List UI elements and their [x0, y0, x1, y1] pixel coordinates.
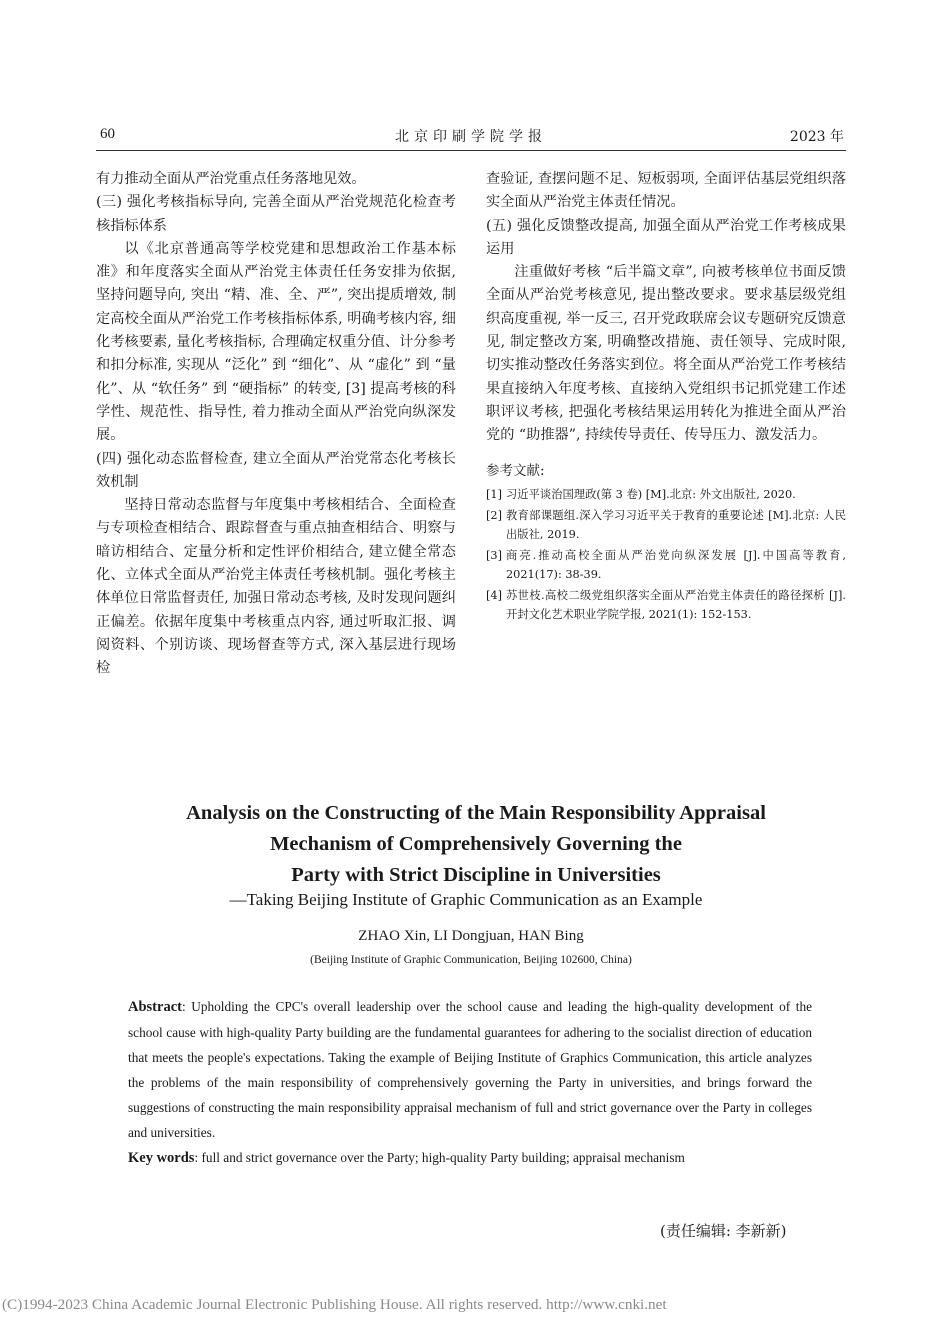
section-heading-5: (五) 强化反馈整改提高, 加强全面从严治党工作考核成果运用: [486, 217, 846, 257]
english-title-line: Analysis on the Constructing of the Main Responsibility Appraisal: [186, 802, 766, 824]
reference-number: [1]: [486, 487, 503, 501]
english-subtitle: —Taking Beijing Institute of Graphic Communication as an Example: [229, 890, 703, 909]
paragraph-continued: 有力推动全面从严治党重点任务落地见效。: [96, 171, 366, 187]
running-header: [96, 126, 846, 152]
reference-item: [486, 506, 846, 544]
abstract-label: Abstract: [128, 999, 182, 1015]
section-heading-3: (三) 强化考核指标导向, 完善全面从严治党规范化检查考核指标体系: [96, 194, 456, 234]
reference-item: [486, 546, 846, 584]
english-title-line: Party with Strict Discipline in Universities: [291, 864, 661, 886]
copyright-watermark: (C)1994-2023 China Academic Journal Electronic Publishing House. All rights reserved. http://www.cnki.net: [2, 1296, 667, 1313]
section-heading-4: (四) 强化动态监督检查, 建立全面从严治党常态化考核长效机制: [96, 450, 456, 490]
reference-text: 习近平谈治国理政(第 3 卷) [M].北京: 外文出版社, 2020.: [506, 487, 796, 501]
keywords-text: full and strict governance over the Party; high-quality Party building; appraisal mechanism: [201, 1150, 685, 1165]
reference-item: [486, 586, 846, 624]
paragraph-continued: 查验证, 查摆问题不足、短板弱项, 全面评估基层党组织落实全面从严治党主体责任情况。: [486, 171, 846, 211]
abstract-text: Upholding the CPC's overall leadership over the school cause and leading the high-quality development of the school cause with high-quality Party building are the fundamental guarantees for adhering to the socialist direction of education that meets the people's expectations. Taking the example of Beijing Institute of Graphics Communication, this article analyzes the problems of the main responsibility of comprehensively governing the Party in universities, and brings forward the suggestions of constructing the main responsibility appraisal mechanism of full and strict governance over the Party in colleges and universities.: [128, 999, 812, 1140]
english-title-line: Mechanism of Comprehensively Governing the: [270, 833, 682, 855]
paragraph: 坚持日常动态监督与年度集中考核相结合、全面检查与专项检查相结合、跟踪督查与重点抽查相结合、明察与暗访相结合、定量分析和定性评价相结合, 建立健全常态化、立体式全面从严治党主体责任考核机制。强化考核主体单位日常监督责任, 加强日常动态考核, 及时发现问题纠正偏差。依据年度集中考核重点内容, 通过听取汇报、调阅资料、个别访谈、现场督查等方式, 深入基层进行现场检: [96, 497, 456, 677]
keywords-paragraph: Key words: full and strict governance over the Party; high-quality Party building; appraisal mechanism: [128, 1150, 685, 1166]
paragraph: 注重做好考核 “后半篇文章”, 向被考核单位书面反馈全面从严治党考核意见, 提出整改要求。要求基层级党组织高度重视, 举一反三, 召开党政联席会议专题研究反馈意见, 制定整改方案, 明确整改措施、责任领导、完成时限, 切实推动整改任务落实到位。将全面从严治党工作考核结果直接纳入年度考核、直接纳入党组织书记抓党建工作述职评议考核, 把强化考核结果运用转化为推进全面从严治党的 “助推器”, 持续传导责任、传导压力、激发活力。: [486, 264, 846, 444]
abstract-paragraph: Abstract: Upholding the CPC's overall leadership over the school cause and leading the high-quality development of the school cause with high-quality Party building are the fundamental guarantees for adhering to the socialist direction of education that meets the people's expectations. Taking the example of Beijing Institute of Graphics Communication, this article analyzes the problems of the main responsibility of comprehensively governing the Party in universities, and brings forward the suggestions of constructing the main responsibility appraisal mechanism of full and strict governance over the Party in colleges and universities.: [128, 999, 812, 1140]
reference-item: [486, 485, 846, 504]
paragraph: 以《北京普通高等学校党建和思想政治工作基本标准》和年度落实全面从严治党主体责任任务安排为依据, 坚持问题导向, 突出 “精、准、全、严”, 突出提质增效, 制定高校全面从严治党工作考核指标体系, 明确考核内容, 细化考核要素, 量化考核指标, 合理确定权重分值、计分参考和扣分标准, 实现从 “泛化” 到 “细化”、从 “虚化” 到 “量化”、从 “软任务” 到 “硬指标” 的转变, [3] 提高考核的科学性、规范性、指导性, 着力推动全面从严治党向纵深发展。: [96, 240, 456, 444]
english-abstract: [128, 994, 812, 1171]
keywords-label: Key words: [128, 1150, 195, 1166]
editor-note: (责任编辑: 李新新): [660, 1222, 787, 1240]
english-authors: ZHAO Xin, LI Dongjuan, HAN Bing: [358, 928, 584, 944]
reference-text: 教育部课题组.深入学习习近平关于教育的重要论述 [M].北京: 人民出版社, 2019.: [506, 508, 846, 541]
english-title: [96, 798, 856, 891]
header-rule: [96, 150, 846, 151]
reference-text: 苏世枝.高校二级党组织落实全面从严治党主体责任的路径探析 [J].开封文化艺术职业学院学报, 2021(1): 152-153.: [506, 588, 846, 621]
reference-number: [3]: [486, 548, 503, 562]
page-number: 60: [100, 126, 115, 142]
english-affiliation: (Beijing Institute of Graphic Communication, Beijing 102600, China): [310, 954, 632, 966]
journal-year: 2023 年: [789, 129, 844, 145]
reference-number: [2]: [486, 508, 503, 522]
journal-name: 北京印刷学院学报: [395, 129, 547, 145]
right-column: [486, 168, 846, 624]
reference-text: 商亮.推动高校全面从严治党向纵深发展 [J].中国高等教育, 2021(17): 38-39.: [506, 548, 846, 581]
left-column: [96, 168, 456, 681]
reference-number: [4]: [486, 588, 503, 602]
references-title: 参考文献:: [486, 462, 545, 479]
